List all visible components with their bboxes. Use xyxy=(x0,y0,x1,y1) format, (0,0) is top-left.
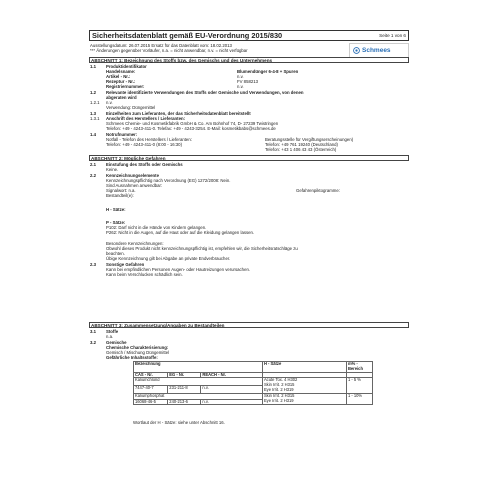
subsection-title: Kennzeichnungselemente xyxy=(106,173,160,178)
issue-date: Ausstellungsdatum: 26.07.2015 Ersatz für das Datenblatt vom: 18.02.2013 xyxy=(90,43,232,48)
contact-line: Telefon: +49 - 4243-411-0. Telefax: +49 - 4243-3254. E-Mail: kosmetikbabs@schmees.de xyxy=(106,126,276,131)
section-number: 1.4 xyxy=(90,132,96,137)
hazard-statements: Acute Tox. 4 H302 Skin Irrit. 2 H315 Eye Irrit. 2 H319 xyxy=(262,378,346,393)
field-value: Übige Kennzeichnung gilt bei Abgabe an private Endverbraucher. xyxy=(106,256,231,261)
column-header: H - Sätze xyxy=(262,362,346,373)
subsection-title: Einstufung des Stoffs oder Gemischs xyxy=(106,162,183,167)
emergency-text: Telefon: +43 1 406 43 43 (Österreich) xyxy=(265,147,337,152)
subsection-title: Einzelheiten zum Lieferanten, der das Sicherheitsdatenblatt bereitstellt xyxy=(106,111,251,116)
column-header: Bezeichnung xyxy=(134,362,263,373)
field-label: Registriernummer: xyxy=(106,84,145,89)
field-value: Kennzeichnungspflichtig nach Verordnung (EG) 1272/2008: Nein. xyxy=(106,178,231,183)
section-number: 3.2 xyxy=(90,340,96,345)
column-header: m% - Bereich xyxy=(346,362,372,373)
section-number: 2.2 xyxy=(90,173,96,178)
table-footnote: Wortlaut der H - Sätze: siehe unter Abschnitt 16. xyxy=(133,420,225,425)
reach-number: n.v. xyxy=(201,386,263,394)
column-header: EG - Nr. xyxy=(168,372,201,378)
section-2-heading: ABSCHNITT 2: Mögliche Gefahren xyxy=(89,155,409,161)
logo-text: Schmees xyxy=(362,47,391,54)
section-1-heading: ABSCHNITT 1: Bezeichnung des Stoffs bzw. des Gemischs und des Unternehmens xyxy=(89,57,409,63)
field-value: Bestandteil(e): xyxy=(106,193,134,198)
subsection-title: Produktidentifikator xyxy=(106,64,147,69)
h-statements-label: H - Sätze: xyxy=(106,207,126,212)
subsection-title: Stoffe xyxy=(106,329,119,334)
emergency-text: Telefon: +49 761 19240 (Deutschland) xyxy=(265,142,338,147)
table-row xyxy=(134,378,373,386)
ingredients-table xyxy=(133,361,373,405)
mass-range: 1 - 10% xyxy=(346,393,372,405)
document-header xyxy=(89,30,409,41)
field-value: n.v. xyxy=(237,84,244,89)
reach-number: n.v. xyxy=(201,399,263,405)
field-label: Artikel - Nr.: xyxy=(106,74,131,79)
field-value: n.v. xyxy=(106,100,113,105)
subsection-title: Relevante identifizierte Verwendungen des Stoffs oder Gemische und Verwendungen, von denen xyxy=(106,90,304,95)
field-value: Keine. xyxy=(106,167,119,172)
field-label: Handelsname: xyxy=(106,69,136,74)
subsection-title: Anschrift des Herstellers / Lieferanten: xyxy=(106,116,186,121)
column-header: CAS - Nr. xyxy=(134,372,168,378)
subsection-title: abgeraten wird xyxy=(106,95,137,100)
section-number: 1.2.1 xyxy=(90,100,100,105)
section-number: 1.2 xyxy=(90,90,96,95)
section-3-heading: ABSCHNITT 3: Zusammensetzung/Angaben zu Bestandteilen xyxy=(89,322,409,328)
ingredient-name: Kaliumchlorid xyxy=(134,378,263,386)
signal-word: Signalwort: n.a. xyxy=(106,188,136,193)
cas-number: 7447-40-7 xyxy=(134,386,168,394)
field-value: Gemisch / Mischung Düngemittel xyxy=(106,350,170,355)
field-value: Kann bei empfindlichen Personen Augen- oder Hautreizungen verursachen. xyxy=(106,267,251,272)
subsection-title: Notrufnummer: xyxy=(106,132,138,137)
mass-range: 1 - 5 % xyxy=(346,378,372,393)
emergency-text: Notfall - Telefon des Herstellers / Lieferanten: xyxy=(106,137,192,142)
subsection-title: Gemische xyxy=(106,340,127,345)
eg-number: 240-213-6 xyxy=(168,399,201,405)
p-statements-label: P - Sätze: xyxy=(106,220,126,225)
hazard-statements: Skin Irrit. 2 H315 Eye Irrit. 2 H319 xyxy=(262,393,346,405)
column-header: REACH - Nr. xyxy=(201,372,263,378)
section-number: 2.3 xyxy=(90,262,96,267)
pictograms-label: Gefahrenpiktogramme: xyxy=(296,188,340,193)
table-header-row xyxy=(134,362,373,373)
trade-name: Blumendünger 6-4-8 + Spuren xyxy=(237,69,299,74)
section-number: 1.1 xyxy=(90,64,96,69)
company-logo xyxy=(349,43,409,58)
section-number: 3.1 xyxy=(90,329,96,334)
page-number: Seite 1 von 6 xyxy=(379,33,406,38)
field-label: Chemische Charakterisierung: xyxy=(106,345,169,350)
cas-number: 16068-46-5 xyxy=(134,399,168,405)
emergency-text: Beratungsstelle für Vergiftungserscheinungen) xyxy=(265,137,354,142)
document-title: Sicherheitsdatenblatt gemäß EU-Verordnung 2015/830 xyxy=(92,31,283,40)
field-label: Rezeptur - Nr.: xyxy=(106,79,136,84)
field-value: Sind Ausnahmen anwendbar: xyxy=(106,183,163,188)
emergency-text: Telefon: +49 - 4243-411-0 (8:00 - 16:30) xyxy=(106,142,183,147)
p-statement: P102: Darf nicht in die Hände von Kindern gelangen. xyxy=(106,225,207,230)
field-value: beachten. xyxy=(106,251,125,256)
eg-number: 231-211-8 xyxy=(168,386,201,394)
subsection-title: Sonstige Gefahren xyxy=(106,262,145,267)
field-label: Besondere Kennzeichnungen: xyxy=(106,241,164,246)
field-label: Gefährliche Inhaltsstoffe: xyxy=(106,355,158,360)
section-number: 1.3.1 xyxy=(90,116,100,121)
logo-icon xyxy=(353,47,360,54)
field-value: FV 858213 xyxy=(237,79,259,84)
p-statement: P262: Nicht in die Augen, auf die Haut oder auf die Kleidung gelangen lassen. xyxy=(106,230,255,235)
field-value: Obwohl dieses Produkt nicht kennzeichnungspflichtig ist, empfehlen wir, die Sicherheitsratschläge zu xyxy=(106,246,298,251)
ingredient-name: Kaliumphosphat xyxy=(134,393,263,399)
address: Schmees Chemie- und Kosmetikfabrik GmbH & Co. Am Bohnhof 74, D- 27239 Twistringen xyxy=(106,121,279,126)
field-value: Kann beim Verschlucken schädlich sein. xyxy=(106,272,183,277)
section-number: 2.1 xyxy=(90,162,96,167)
field-value: Verwendung: Düngemittel xyxy=(106,105,156,110)
section-number: 1.3 xyxy=(90,111,96,116)
legend-line: *** Änderungen gegenüber Vorläufer, n.a. = nicht anwendbar, n.v. = nicht verfügbar xyxy=(90,48,248,53)
field-value: n.v. xyxy=(237,74,244,79)
field-value: n.a. xyxy=(106,334,114,339)
